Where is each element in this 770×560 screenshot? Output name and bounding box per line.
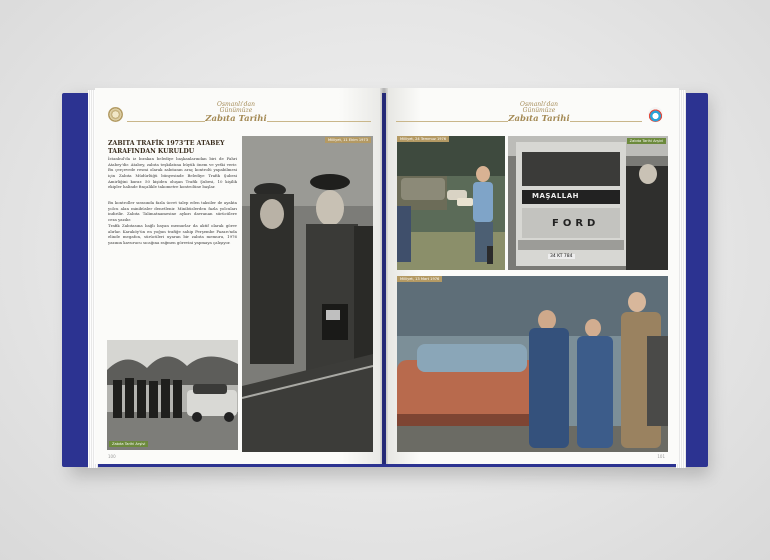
page-number: 101 — [657, 454, 665, 459]
header-rule — [267, 121, 371, 122]
truck-name-text: MAŞALLAH — [532, 192, 580, 200]
photo-ford-truck — [508, 136, 668, 270]
zabita-logo-icon — [648, 107, 663, 122]
paragraph: Bu kontroller sırasında fazla ücret talep eden taksiler de ayakta yolcu alan minibüsler denetlenir. Minibüslerden fazla yolcuları indirilir. Zabıta Talimatnamesine aykırı davranan sürücülere ceza yazılır. — [108, 200, 237, 222]
title-line: Zabıta Tarihi — [205, 113, 267, 124]
book-gutter — [380, 88, 388, 464]
municipality-emblem-icon — [108, 107, 123, 122]
photo-caption: Milliyet, 13 Mart 1976 — [397, 276, 442, 282]
article-heading: ZABITA TRAFİK 1973'TE ATABEY TARAFINDAN KURULDU — [108, 140, 225, 155]
title-line: Zabıta Tarihi — [508, 113, 570, 124]
series-line: Osmanlı'dan Günümüze — [520, 101, 558, 115]
header-rule — [570, 121, 642, 122]
header-rule — [127, 121, 205, 122]
photo-caption: Zabıta Tarihi Arşivi — [109, 441, 148, 447]
truck-brand-text: FORD — [552, 218, 600, 229]
left-page — [95, 88, 382, 464]
header-title — [205, 102, 267, 124]
policewoman-illustration — [397, 136, 505, 270]
photo-caption: Milliyet, 24 Temmuz 1976 — [397, 136, 449, 142]
truck-illustration — [508, 136, 668, 270]
series-line: Osmanlı'dan Günümüze — [217, 101, 255, 115]
right-page — [386, 88, 679, 464]
header-title — [508, 102, 570, 124]
page-number: 100 — [108, 454, 116, 459]
large-photo-officers — [242, 136, 373, 452]
header-rule — [396, 121, 508, 122]
officers-illustration — [242, 136, 373, 452]
truck-plate-text: 34 KT 784 — [550, 254, 573, 259]
photo-caption: Milliyet, 11 Ekim 1973 — [325, 137, 371, 143]
photo-caption: Zabıta Tarihi Arşivi — [627, 138, 666, 144]
group-car-illustration — [107, 340, 238, 450]
small-photo-group-car — [107, 340, 238, 450]
photo-car-inspection — [397, 276, 668, 452]
car-inspection-illustration — [397, 276, 668, 452]
paragraph: İstanbul'da iz bırakan belediye başkanlarından biri de Fahri Atabey'dir. Atabey, zabıta teşkilatına büyük önem ve yetki verir. Bu çerçevede resmi olarak zabıtanın araç kontrolü yapabilmesi için Zabıta Müdürlüğü bünyesinde Belediye Trafik Şubesi Amirliğini kurar. 50 kişiden oluşan Trafik Şubesi, 10 kişilik ekipler halinde finçalikle takometre kontrolüne başlar. — [108, 156, 237, 190]
photo-policewoman — [397, 136, 505, 270]
paragraph: Trafik Zabıtasına bağlı bayan memurlar da aktif olarak görev alırlar. Karaköy'ün en yoğun trafiğe sahip Perşembe Pazarı'nda elinde megafon, sürücüleri uyaran bir zabıta memuru, 1976 yazının kavurucu sıcağına rağmen görevini yapmaya çalışıyor. — [108, 223, 237, 245]
